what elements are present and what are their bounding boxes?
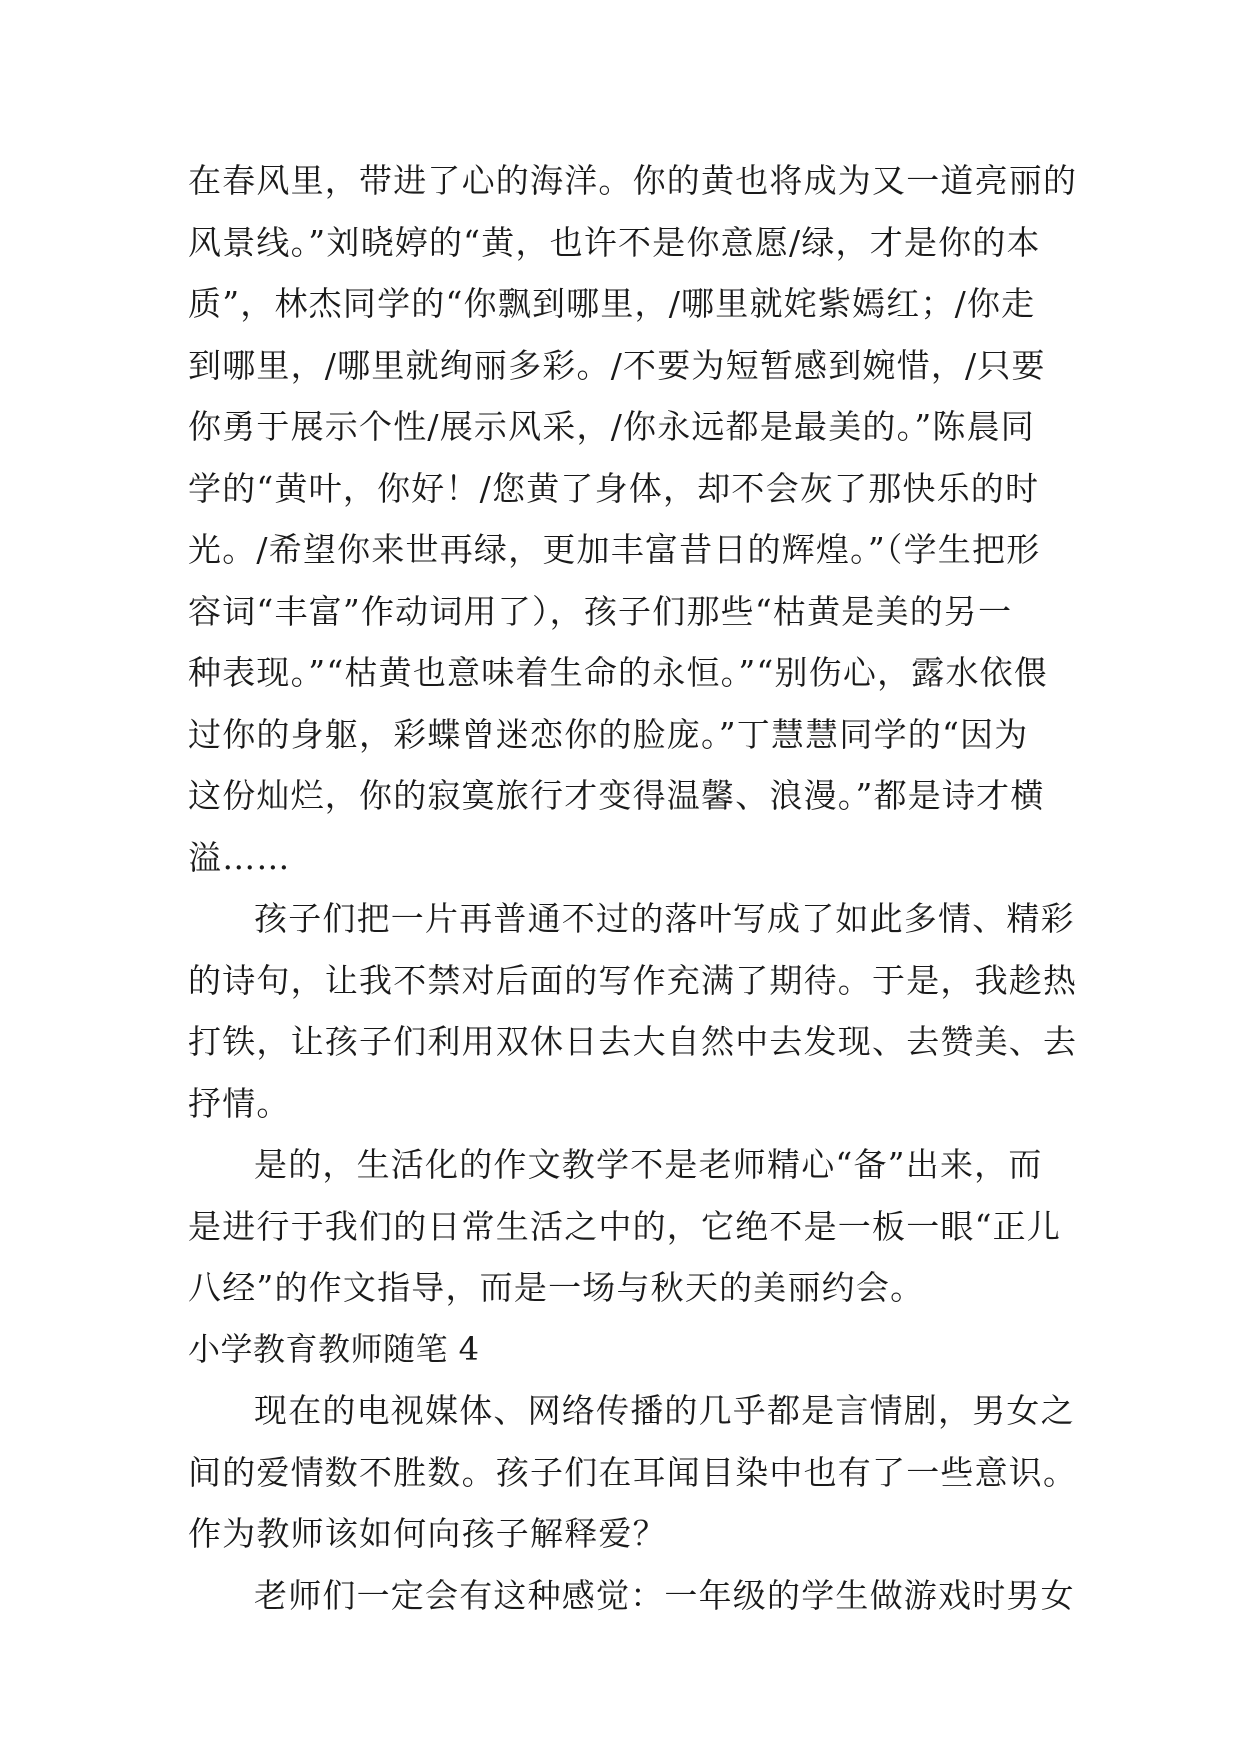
text-line: 现在的电视媒体、网络传播的几乎都是言情剧，男女之 — [254, 1391, 1075, 1430]
text-line: 是进行于我们的日常生活之中的，它绝不是一板一眼“正儿 — [188, 1206, 1062, 1246]
text-line: 在春风里，带进了心的海洋。你的黄也将成为又一道亮丽的 — [188, 161, 1078, 200]
text-line: 你勇于展示个性/展示风采，/你永远都是最美的。”陈晨同 — [188, 407, 1036, 446]
paragraph — [188, 1134, 1062, 1319]
text-line: 过你的身躯，彩蝶曾迷恋你的脸庞。”丁慧慧同学的“因为 — [188, 714, 1029, 754]
text-line: 抒情。 — [188, 1083, 291, 1123]
paragraph — [188, 1380, 1078, 1565]
text-line: 到哪里，/哪里就绚丽多彩。/不要为短暂感到婉惜，/只要 — [188, 345, 1046, 385]
text-line: 孩子们把一片再普通不过的落叶写成了如此多情、精彩 — [254, 899, 1075, 938]
text-line: 光。/希望你来世再绿，更加丰富昔日的辉煌。”（学生把形 — [188, 530, 1041, 569]
text-line: 的诗句，让我不禁对后面的写作充满了期待。于是，我趁热 — [188, 960, 1078, 1000]
paragraph — [188, 888, 1078, 1134]
paragraph — [188, 1565, 1075, 1627]
text-line: 容词“丰富”作动词用了），孩子们那些“枯黄是美的另一 — [188, 591, 1013, 631]
text-line: 间的爱情数不胜数。孩子们在耳闻目染中也有了一些意识。 — [188, 1452, 1078, 1492]
text-line: 溢…… — [188, 837, 291, 877]
document-page — [188, 150, 1078, 1626]
section-heading — [188, 1319, 1048, 1381]
text-line: 风景线。”刘晓婷的“黄，也许不是你意愿/绿，才是你的本 — [188, 222, 1041, 262]
text-line: 打铁，让孩子们利用双休日去大自然中去发现、去赞美、去 — [188, 1022, 1078, 1061]
paragraph — [188, 150, 1078, 888]
text-line: 八经”的作文指导，而是一场与秋天的美丽约会。 — [188, 1268, 925, 1307]
heading-text: 小学教育教师随笔 4 — [188, 1329, 480, 1368]
text-line: 老师们一定会有这种感觉：一年级的学生做游戏时男女 — [254, 1575, 1075, 1615]
text-line: 质”，林杰同学的“你飘到哪里，/哪里就姹紫嫣红；/你走 — [188, 284, 1036, 323]
text-line: 作为教师该如何向孩子解释爱？ — [188, 1514, 667, 1553]
text-line: 这份灿烂，你的寂寞旅行才变得温馨、浪漫。”都是诗才横 — [188, 776, 1045, 815]
text-line: 种表现。”“枯黄也意味着生命的永恒。”“别伤心，露水依偎 — [188, 653, 1049, 692]
text-line: 是的，生活化的作文教学不是老师精心“备”出来，而 — [254, 1145, 1043, 1184]
text-line: 学的“黄叶，你好！/您黄了身体，却不会灰了那快乐的时 — [188, 468, 1040, 508]
